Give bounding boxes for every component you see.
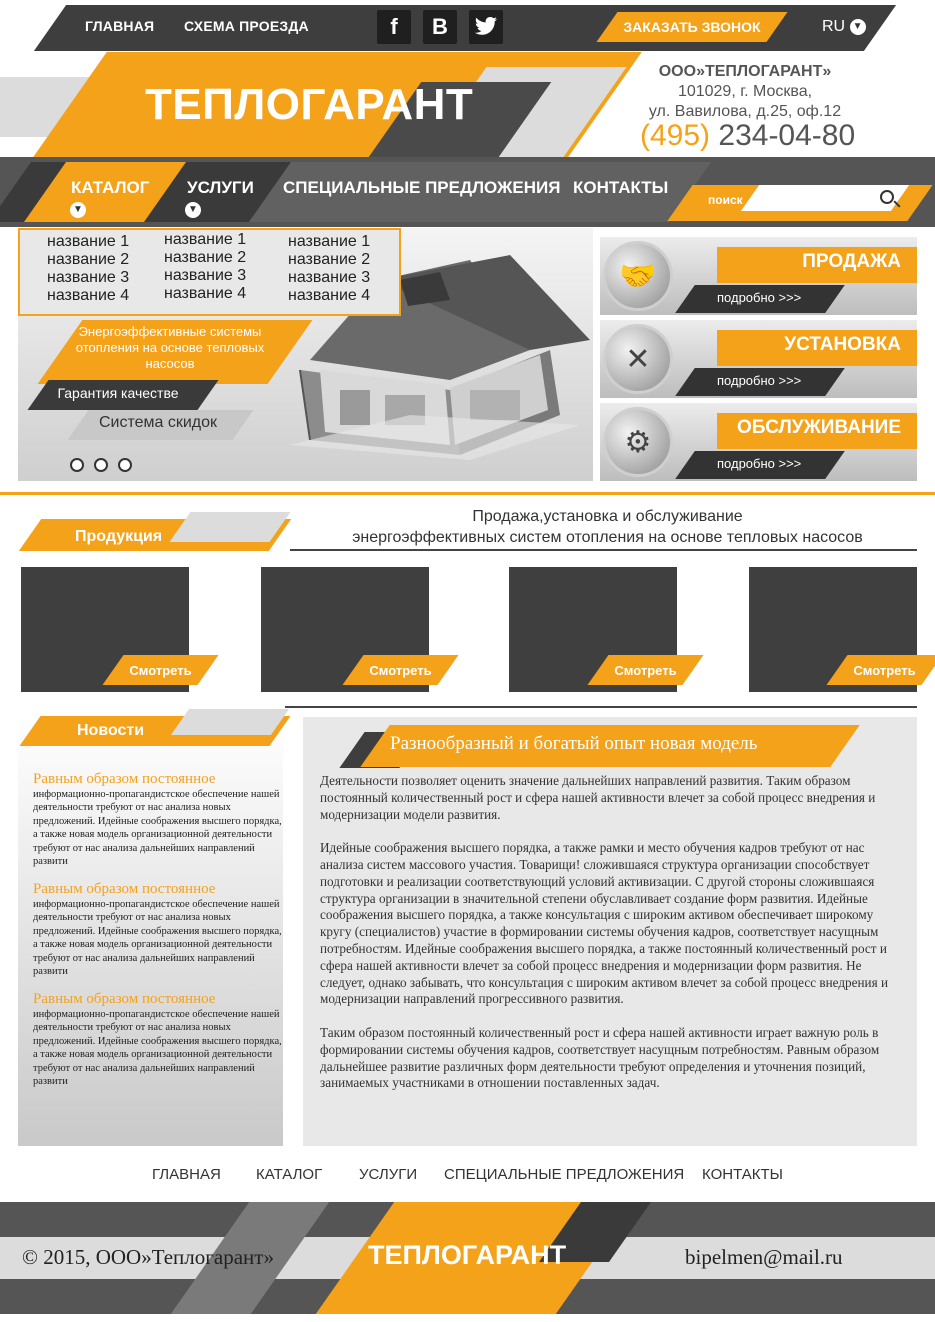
article-body (320, 773, 890, 1109)
service-maintenance[interactable] (600, 403, 917, 481)
chevron-down-icon: ▼ (850, 19, 866, 35)
dropdown-column-1 (47, 233, 129, 305)
view-product-button[interactable] (113, 655, 208, 685)
handshake-icon: 🤝 (603, 241, 673, 311)
search-input[interactable] (750, 185, 900, 211)
tagline-line-2: энергоэффективных систем отопления на основе тепловых насосов (352, 529, 863, 546)
view-button-label: Смотреть (129, 662, 192, 678)
news-item[interactable] (33, 771, 283, 868)
language-selector[interactable] (822, 18, 866, 36)
slider-dot-3[interactable] (118, 458, 132, 472)
tools-icon: ✕ (603, 324, 673, 394)
callback-label: ЗАКАЗАТЬ ЗВОНОК (623, 19, 761, 35)
products-header-accent (169, 512, 290, 542)
search-label: поиск (708, 193, 743, 207)
search-icon[interactable] (880, 190, 894, 204)
dropdown-item[interactable]: название 4 (164, 285, 247, 302)
footer-nav-contacts[interactable]: КОНТАКТЫ (702, 1166, 783, 1183)
nav-services[interactable]: УСЛУГИ (187, 178, 254, 197)
company-address-2: ул. Вавилова, д.25, оф.12 (648, 103, 842, 120)
gear-icon: ⚙ (603, 407, 673, 477)
news-item[interactable] (33, 881, 283, 978)
top-link-directions[interactable]: СХЕМА ПРОЕЗДА (184, 18, 309, 34)
nav-contacts[interactable]: КОНТАКТЫ (573, 178, 669, 197)
phone-code: (495) (640, 119, 711, 152)
dropdown-item[interactable]: название 3 (288, 269, 371, 286)
dropdown-item[interactable]: название 1 (288, 233, 371, 250)
twitter-icon[interactable] (469, 10, 503, 44)
service-more-link[interactable]: подробно >>> (717, 456, 802, 471)
view-button-label: Смотреть (853, 662, 916, 678)
dropdown-item[interactable]: название 4 (47, 287, 130, 304)
vk-icon[interactable]: B (423, 10, 457, 44)
top-link-home[interactable]: ГЛАВНАЯ (85, 18, 155, 34)
slider-dot-2[interactable] (94, 458, 108, 472)
phone-number: 234-04-80 (718, 119, 856, 152)
company-name: ООО»ТЕПЛОГАРАНТ» (658, 63, 832, 80)
dropdown-item[interactable]: название 2 (164, 249, 247, 266)
news-item[interactable] (33, 991, 283, 1088)
news-text: информационно-пропагандистское обеспечение нашей деятельности требуют от нас анализа новых предложений. Идейные соображения высшего порядка, а также новая модель организационной деятельности требуют от нас анализа дальнейших направлений развити (33, 1009, 282, 1088)
phone[interactable] (640, 119, 855, 153)
article-paragraph: Идейные соображения высшего порядка, а также рамки и место обучения кадров требуют от нас анализа систем массового участия. Товарищи! сложившаяся структура организации способствует подготовки и реализации соответствующий условий активизации. С другой стороны сложившаяся структура организации в значительной степени обуславливает создание форм развития. Идейные соображения высшего порядка, а также консультация с широким активом обеспечивает широкому кругу (специалистов) участие в формировании системы обучения кадров, соответствует насущным потребностям. Идейные соображения высшего порядка, а также постоянный количественный рост и сфера нашей активности влечет за собой процесс внедрения и модернизации форм развития. Не следует, однако забывать, что консультация с широким активом влечет за собой процесс внедрения и модернизации направлений прогрессивного развития. (320, 840, 889, 1007)
news-title: Новости (77, 722, 145, 739)
article-divider (285, 706, 917, 708)
site-logo[interactable]: ТЕПЛОГАРАНТ (145, 80, 474, 129)
slogan-2: Гарантия качестве (57, 385, 179, 401)
facebook-icon[interactable]: f (377, 10, 411, 44)
copyright: © 2015, ООО»Теплогарант» (22, 1245, 274, 1269)
news-text: информационно-пропагандистское обеспечение нашей деятельности требуют от нас анализа новых предложений. Идейные соображения высшего порядка, а также новая модель организационной деятельности требуют от нас анализа дальнейших направлений развити (33, 899, 282, 978)
service-installation[interactable] (600, 320, 917, 398)
view-button-label: Смотреть (614, 662, 677, 678)
catalog-dropdown (18, 228, 401, 316)
view-product-button[interactable] (598, 655, 693, 685)
news-headline[interactable]: Равным образом постоянное (33, 991, 216, 1007)
view-product-button[interactable] (837, 655, 932, 685)
products-tagline (300, 506, 915, 548)
slogan-3: Система скидок (98, 414, 218, 431)
tagline-line-1: Продажа,установка и обслуживание (472, 508, 743, 525)
products-title: Продукция (75, 528, 163, 545)
service-title: УСТАНОВКА (784, 334, 901, 355)
language-label: RU (822, 18, 846, 35)
service-more-link[interactable]: подробно >>> (717, 373, 802, 388)
service-title: ПРОДАЖА (802, 251, 901, 272)
tagline-divider (290, 549, 917, 551)
service-more-link[interactable]: подробно >>> (717, 290, 802, 305)
dropdown-item[interactable]: название 3 (47, 269, 130, 286)
view-button-label: Смотреть (369, 662, 432, 678)
slider-dot-1[interactable] (70, 458, 84, 472)
dropdown-column-3 (288, 233, 370, 305)
footer-nav-home[interactable]: ГЛАВНАЯ (152, 1166, 221, 1183)
company-address-1: 101029, г. Москва, (677, 83, 813, 100)
footer-nav-catalog[interactable]: КАТАЛОГ (256, 1166, 323, 1183)
nav-catalog[interactable]: КАТАЛОГ (71, 178, 150, 197)
dropdown-column-2 (164, 231, 246, 303)
dropdown-item[interactable]: название 4 (288, 287, 371, 304)
service-title: ОБСЛУЖИВАНИЕ (737, 417, 901, 438)
slogan-1: Энергоэффективные системы отопления на основе тепловых насосов (75, 324, 265, 371)
callback-button[interactable] (607, 12, 777, 42)
news-headline[interactable]: Равным образом постоянное (33, 881, 216, 897)
footer-nav-offers[interactable]: СПЕЦИАЛЬНЫЕ ПРЕДЛОЖЕНИЯ (444, 1166, 685, 1183)
view-product-button[interactable] (353, 655, 448, 685)
chevron-down-icon[interactable]: ▼ (70, 202, 86, 218)
dropdown-item[interactable]: название 2 (47, 251, 130, 268)
section-divider (0, 492, 935, 495)
article-paragraph: Таким образом постоянный количественный рост и сфера нашей активности играет важную роль в формировании системы обучения кадров, соответствует насущным потребностям. Равным образом дальнейшее развитие различных форм деятельности требуют определения и уточнения позиций, занимаемых участниками в отношении поставленных задач. (320, 1024, 880, 1091)
dropdown-item[interactable]: название 3 (164, 267, 247, 284)
nav-special-offers[interactable]: СПЕЦИАЛЬНЫЕ ПРЕДЛОЖЕНИЯ (283, 178, 561, 197)
company-info (630, 62, 860, 122)
news-header-accent (171, 709, 289, 735)
dropdown-item[interactable]: название 1 (164, 231, 247, 248)
dropdown-item[interactable]: название 2 (288, 251, 371, 268)
footer-nav-services[interactable]: УСЛУГИ (359, 1166, 418, 1183)
article-paragraph: Деятельности позволяет оценить значение дальнейших направлений развития. Таким образом постоянный количественный рост и сфера нашей активности влечет за собой процесс внедрения и модернизации модели развития. (320, 773, 876, 822)
footer-logo[interactable]: ТЕПЛОГАРАНТ (368, 1240, 567, 1270)
chevron-down-icon[interactable]: ▼ (185, 202, 201, 218)
footer-email[interactable]: bipelmen@mail.ru (685, 1245, 843, 1269)
news-text: информационно-пропагандистское обеспечение нашей деятельности требуют от нас анализа новых предложений. Идейные соображения высшего порядка, а также новая модель организационной деятельности требуют от нас анализа дальнейших направлений развити (33, 789, 282, 868)
article-title: Разнообразный и богатый опыт новая модель (390, 733, 758, 754)
dropdown-item[interactable]: название 1 (47, 233, 130, 250)
service-sales[interactable] (600, 237, 917, 315)
news-headline[interactable]: Равным образом постоянное (33, 771, 216, 787)
